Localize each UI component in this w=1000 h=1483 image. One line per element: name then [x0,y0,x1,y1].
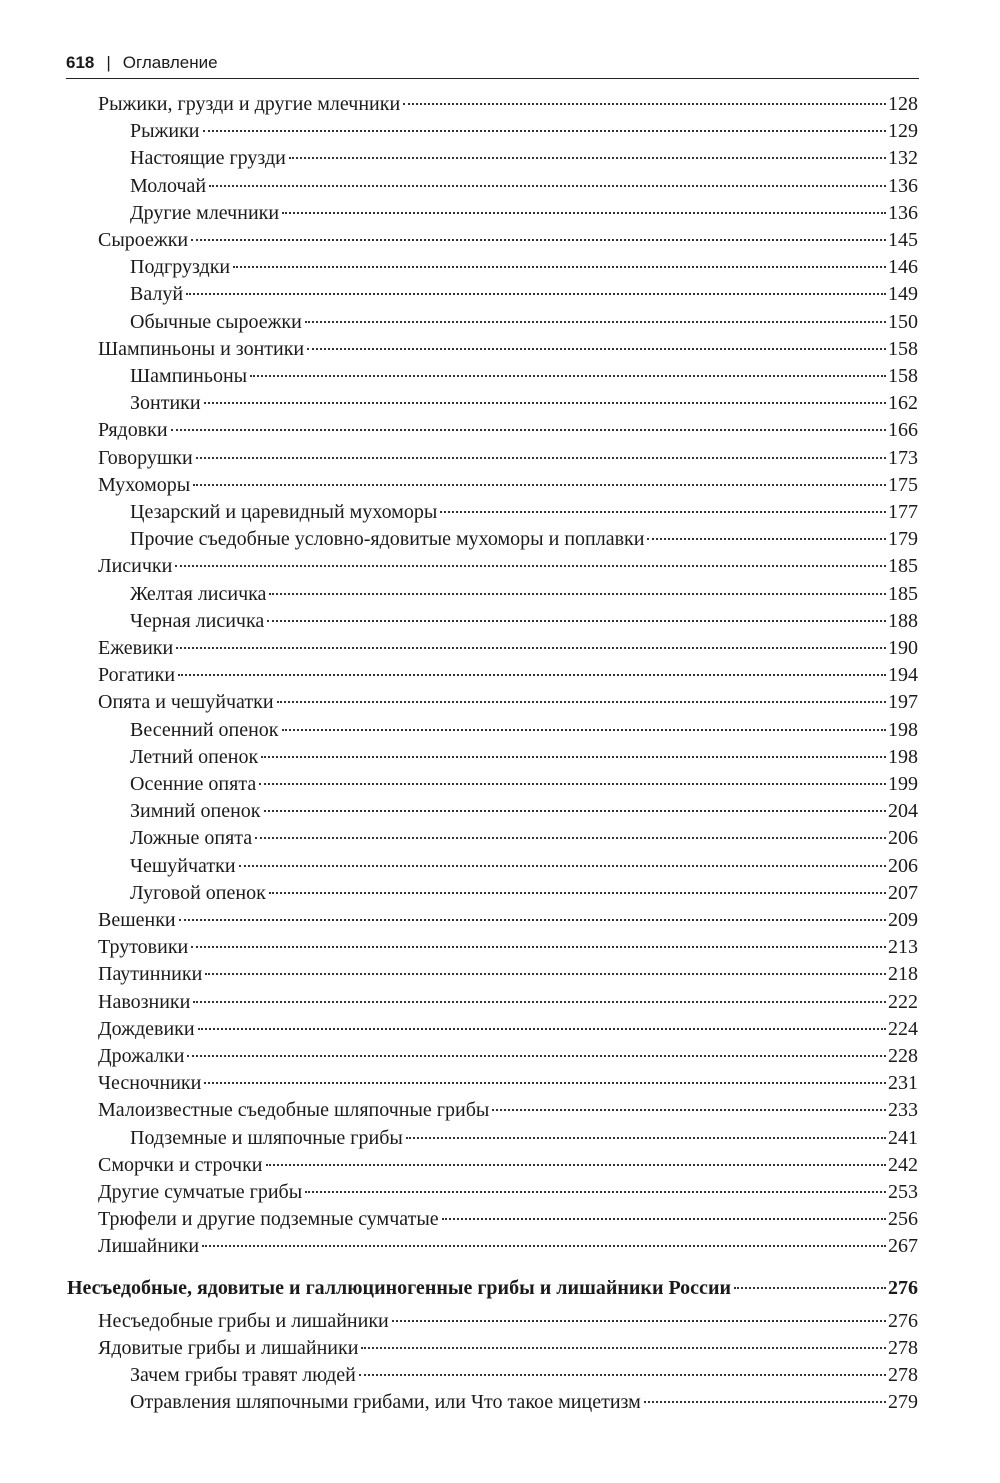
toc-entry [98,934,918,961]
toc-entry-title: Зонтики [130,392,201,414]
toc-entry [98,227,918,254]
toc-entry-title: Летний опенок [130,746,259,768]
toc-dot-leader [269,593,886,595]
toc-entry [98,1179,918,1206]
toc-dot-leader [403,103,886,105]
toc-entry-title: Рогатики [98,664,176,686]
toc-entry [98,1097,918,1124]
toc-entry [130,825,918,852]
toc-entry-title: Трутовики [98,936,189,958]
toc-entry-page: 276 [888,1310,918,1332]
toc-dot-leader [440,511,886,513]
toc-entry-page: 206 [888,827,918,849]
running-header [66,50,919,79]
toc-entry-title: Навозники [98,991,191,1013]
toc-entry-title: Ядовитые грибы и лишайники [98,1337,359,1359]
toc-entry-page: 222 [888,991,918,1013]
toc-entry [130,581,918,608]
toc-dot-leader [193,1001,886,1003]
toc-entry-page: 188 [888,610,918,632]
toc-entry-page: 206 [888,855,918,877]
toc-dot-leader [359,1374,886,1376]
toc-entry [98,1152,918,1179]
toc-entry-title: Зимний опенок [130,800,261,822]
toc-dot-leader [305,1191,886,1193]
toc-entry-page: 190 [888,637,918,659]
toc-entry-title: Осенние опята [130,773,257,795]
toc-entry [98,1016,918,1043]
toc-entry-title: Несъедобные грибы и лишайники [98,1310,389,1332]
toc-dot-leader [209,185,886,187]
toc-entry-page: 228 [888,1045,918,1067]
toc-entry-title: Подземные и шляпочные грибы [130,1127,403,1149]
toc-entry-title: Отравления шляпочными грибами, или Что такое мицетизм [130,1391,641,1413]
toc-entry-title: Лишайники [98,1235,200,1257]
toc-entry [130,608,918,635]
toc-entry [98,417,918,444]
toc-dot-leader [196,457,886,459]
toc-entry-title: Подгруздки [130,256,231,278]
toc-entry-title: Говорушки [98,447,193,469]
toc-entry-page: 128 [888,93,918,115]
toc-dot-leader [261,756,886,758]
toc-entry-page: 145 [888,229,918,251]
toc-entry-title: Чесночники [98,1072,202,1094]
toc-entry-title: Валуй [130,283,184,305]
toc-dot-leader [277,701,886,703]
toc-entry [98,989,918,1016]
toc-entry-page: 158 [888,365,918,387]
toc-entry [130,118,918,145]
toc-entry-title: Настоящие грузди [130,147,286,169]
toc-dot-leader [361,1347,886,1349]
toc-entry [98,1070,918,1097]
toc-dot-leader [175,565,886,567]
toc-entry-page: 198 [888,719,918,741]
toc-entry-page: 278 [888,1364,918,1386]
toc-entry [98,472,918,499]
toc-entry-page: 166 [888,419,918,441]
toc-entry [130,499,918,526]
toc-entry-page: 175 [888,474,918,496]
toc-dot-leader [193,484,886,486]
toc-entry [130,771,918,798]
toc-entry [130,281,918,308]
toc-entry [130,1362,918,1389]
toc-dot-leader [239,865,886,867]
toc-entry [98,1335,918,1362]
toc-dot-leader [267,620,886,622]
toc-dot-leader [264,810,887,812]
toc-dot-leader [259,783,886,785]
toc-entry-title: Рядовки [98,419,168,441]
toc-entry-title: Другие млечники [130,202,280,224]
toc-dot-leader [178,674,886,676]
toc-entry-page: 149 [888,283,918,305]
toc-entry-title: Шампиньоны и зонтики [98,338,305,360]
toc-entry-page: 158 [888,338,918,360]
toc-dot-leader [406,1137,886,1139]
toc-entry [98,91,918,118]
toc-entry-title: Вешенки [98,909,176,931]
toc-entry [98,336,918,363]
toc-entry-title: Черная лисичка [130,610,265,632]
toc-entry-title: Лисички [98,555,173,577]
toc-dot-leader [179,919,886,921]
toc-dot-leader [392,1320,886,1322]
toc-entry [130,526,918,553]
toc-entry-title: Мухоморы [98,474,191,496]
toc-section-heading [67,1275,918,1302]
toc-dot-leader [282,729,886,731]
toc-entry-page: 198 [888,746,918,768]
toc-entry [98,445,918,472]
toc-entry [98,907,918,934]
toc-dot-leader [647,538,886,540]
toc-entry-title: Весенний опенок [130,719,279,741]
toc-entry-title: Зачем грибы травят людей [130,1364,356,1386]
toc-entry [98,662,918,689]
toc-entry-title: Желтая лисичка [130,583,267,605]
toc-entry-page: 241 [888,1127,918,1149]
toc-entry [130,880,918,907]
toc-dot-leader [305,321,886,323]
toc-entry [130,717,918,744]
toc-entry-page: 267 [888,1235,918,1257]
toc-entry [130,853,918,880]
toc-entry-page: 199 [888,773,918,795]
toc-dot-leader [492,1109,886,1111]
page-number: 618 [66,53,95,72]
toc-entry-page: 173 [888,447,918,469]
toc-dot-leader [204,1082,886,1084]
header-separator: | [106,53,111,72]
toc-dot-leader [191,239,886,241]
toc-entry-title: Дождевики [98,1018,195,1040]
toc-entry-title: Молочай [130,175,207,197]
toc-entry-title: Луговой опенок [130,882,266,904]
toc-entry-page: 224 [888,1018,918,1040]
toc-entry-title: Сморчки и строчки [98,1154,263,1176]
toc-entry-title: Опята и чешуйчатки [98,691,274,713]
toc-entry [130,173,918,200]
toc-entry-page: 185 [888,555,918,577]
toc-dot-leader [171,429,886,431]
toc-entry-page: 129 [888,120,918,142]
toc-entry-title: Несъедобные, ядовитые и галлюциногенные грибы и лишайники России [67,1277,731,1299]
toc-entry-title: Трюфели и другие подземные сумчатые [98,1208,439,1230]
toc-dot-leader [198,1028,886,1030]
toc-entry-title: Обычные сыроежки [130,311,302,333]
toc-entry-page: 218 [888,963,918,985]
toc-entry-page: 194 [888,664,918,686]
toc-entry-title: Рыжики, грузди и другие млечники [98,93,401,115]
toc-entry-page: 276 [888,1277,918,1299]
toc-entry [130,145,918,172]
toc-dot-leader [204,402,886,404]
toc-entry-page: 162 [888,392,918,414]
toc-dot-leader [442,1218,886,1220]
toc-entry-title: Цезарский и царевидный мухоморы [130,501,438,523]
toc-entry-page: 209 [888,909,918,931]
toc-entry [98,1233,918,1260]
toc-entry-title: Ежевики [98,637,174,659]
toc-dot-leader [187,1055,886,1057]
toc-entry [130,309,918,336]
toc-entry [98,1043,918,1070]
toc-entry [130,390,918,417]
toc-dot-leader [191,946,886,948]
toc-entry-page: 231 [888,1072,918,1094]
toc-entry-title: Малоизвестные съедобные шляпочные грибы [98,1099,490,1121]
toc-entry [98,553,918,580]
toc-entry-page: 146 [888,256,918,278]
toc-dot-leader [205,973,886,975]
toc-entry [130,1125,918,1152]
toc-entry-title: Ложные опята [130,827,253,849]
toc-entry-page: 213 [888,936,918,958]
toc-entry-page: 278 [888,1337,918,1359]
toc-entry-title: Чешуйчатки [130,855,236,877]
toc-dot-leader [282,212,886,214]
toc-entry-page: 204 [888,800,918,822]
toc-entry-title: Шампиньоны [130,365,248,387]
toc-entry-page: 207 [888,882,918,904]
toc-dot-leader [269,892,886,894]
toc-dot-leader [307,348,886,350]
toc-entry-page: 256 [888,1208,918,1230]
toc-dot-leader [255,837,886,839]
toc-entry-page: 136 [888,175,918,197]
toc-entry-page: 132 [888,147,918,169]
toc-entry [130,200,918,227]
toc-entry-page: 279 [888,1391,918,1413]
toc-dot-leader [289,157,886,159]
toc-entry-title: Дрожалки [98,1045,185,1067]
toc-dot-leader [233,266,886,268]
toc-dot-leader [203,130,886,132]
toc-dot-leader [186,293,886,295]
toc-entry [130,254,918,281]
toc-entry [130,363,918,390]
toc-entry-page: 233 [888,1099,918,1121]
toc-entry [130,798,918,825]
toc-dot-leader [644,1401,886,1403]
toc-entry [130,1389,918,1416]
toc-entry-title: Другие сумчатые грибы [98,1181,303,1203]
toc-entry-page: 177 [888,501,918,523]
toc-entry-page: 136 [888,202,918,224]
toc-entry-page: 197 [888,691,918,713]
toc-entry [98,1308,918,1335]
toc-entry [130,744,918,771]
toc-dot-leader [250,375,886,377]
toc-entry-title: Прочие съедобные условно-ядовитые мухоморы и поплавки [130,528,645,550]
toc-entry [98,635,918,662]
toc-entry-title: Сыроежки [98,229,189,251]
toc-entry-page: 179 [888,528,918,550]
toc-entry [98,689,918,716]
toc-entry-title: Рыжики [130,120,200,142]
toc-entry-title: Паутинники [98,963,203,985]
toc-dot-leader [734,1287,886,1289]
toc-dot-leader [202,1245,886,1247]
toc-dot-leader [266,1164,886,1166]
toc-dot-leader [176,647,886,649]
toc-entry-page: 253 [888,1181,918,1203]
toc-entry [98,1206,918,1233]
toc-entry-page: 242 [888,1154,918,1176]
running-title: Оглавление [122,53,218,72]
toc-entry-page: 185 [888,583,918,605]
toc-entry-page: 150 [888,311,918,333]
toc-entry [98,961,918,988]
